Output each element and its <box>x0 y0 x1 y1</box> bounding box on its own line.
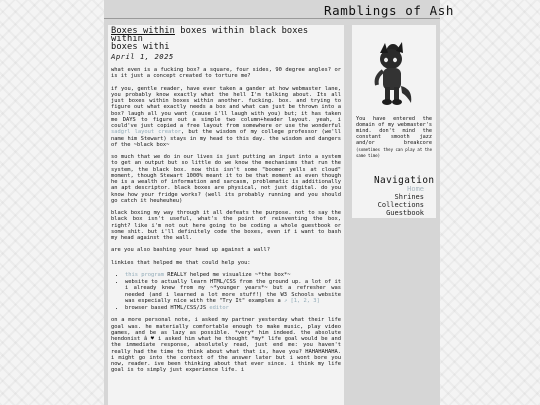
navigation-heading: Navigation <box>374 175 435 186</box>
navigation <box>352 186 424 218</box>
paragraph-5: are you also bashing your head up against a wall? <box>111 247 271 254</box>
list-item-text: browser based HTML/CSS/JS <box>125 305 210 311</box>
mascot-icon <box>369 41 419 109</box>
bio-small-2: they can play at the same time) <box>356 146 432 159</box>
post-date: April 1, 2025 <box>111 52 174 61</box>
paragraph-6: linkies that helped me that could help you: <box>111 259 251 266</box>
link-list <box>111 272 341 312</box>
post-title-text: boxes within black boxes within <box>111 26 309 44</box>
main-content <box>108 25 344 405</box>
program-link[interactable]: this program <box>125 271 164 278</box>
list-item-text: website to actually learn HTML/CSS from the ground up. a lot of it i already knew from my ~*younger years*~ but a refresher was needed (and i learned a lot more stuff!) the W3 Schools website was especially nice with the "Try It" examples a <box>125 279 341 304</box>
nav-link-shrines[interactable]: Shrines <box>394 192 424 201</box>
sidebar-bio <box>356 117 432 160</box>
list-item <box>125 305 341 311</box>
paragraph-2-text-a: if you, gentle reader, have ever taken a gander at how webmaster lane, you probably know exactly what the hell I'm talking about. Its all just boxes within boxes within another. fucking. box. and trying to figure out what exactly needs a box and what can just be thrown into a box? laugh all you want (cause i'll laugh with you) but; it has taken me DAYS to figure out a simple two column+header layout. yeah, i could've just copied a free layout from somewhere or use the wonderful <box>111 85 341 129</box>
paragraph-4: black boxing my way through it all defeats the purpose. not to say the black box isn't useful, what's the point of reinventing the box, right? like i'm not out here going to be coding a whole guestbook or some shit. but i'll definitely code the boxes, even if i want to bash my head against the wall. <box>111 210 341 241</box>
paragraph-2-text-b: , but the wisdom of my college professor (we'll name him Stewart) stays in my head to this day. the wisdom and dangers of the ~black box~ <box>111 129 341 148</box>
paragraph-2 <box>111 86 341 149</box>
paragraph-1: what even is a fucking box? a square, four sides, 90 degree angles? or is it just a concept created to torture me? <box>111 67 341 80</box>
post-title-underlined: Boxes within <box>111 26 175 36</box>
list-item <box>125 272 341 278</box>
post-title <box>111 27 341 51</box>
bio-text: You have entered the domain of my webmaster's mind. don't mind the constant smooth jazz and/or breakcore <box>356 116 432 146</box>
nav-link-guestbook[interactable]: Guestbook <box>386 208 424 217</box>
title-divider <box>104 18 440 19</box>
bio-small-1: (sometimes <box>356 146 381 152</box>
w3schools-links[interactable]: ↗ [1, 2, 3] <box>284 297 320 304</box>
paragraph-3: so much that we do in our lives is just putting an input into a system to get an output but so little do we know the mechanisms that run the system, the black box. now this isn't some "boomer yells at cloud" moment, though Stewart 1000% meant it to be that moment as even though he is a wealth of information and sarcasm, problematic is additionally an apt descriptor. black boxes are physical, not just digital. do you know how your fridge works? (well its probably running and you should go catch it heuheuheu) <box>111 154 341 204</box>
list-item <box>125 279 341 304</box>
nav-link-collections[interactable]: Collections <box>377 200 424 209</box>
site-title: Ramblings of Ash <box>324 3 455 18</box>
nav-link-home[interactable]: Home <box>407 185 424 193</box>
post-title-line2: boxes withi <box>111 42 170 52</box>
sadgrl-layout-link[interactable]: sadgrl layout creator <box>111 129 182 136</box>
paragraph-7: on a more personal note, i asked my partner yesterday what their life goal was. he materially comfortable enough to make music, play video games, and be as lazy as possible. *very* him indeed. the absolute hendonist â ♥ i asked him what he thought *my* life goal would be and the immediate response, absolutely read, just end me: you haven't really had the time to think about what that is, have you? HAHAHAHAHA. i might go into the context of the answer later but i wont bore you now, reader. ive been thinking about that ever since. i think my life goal is to simply just experience life. i <box>111 317 341 374</box>
list-item-text: REALLY helped me visualize ~*the box*~ <box>163 271 291 278</box>
editor-link[interactable]: editor <box>209 305 229 311</box>
